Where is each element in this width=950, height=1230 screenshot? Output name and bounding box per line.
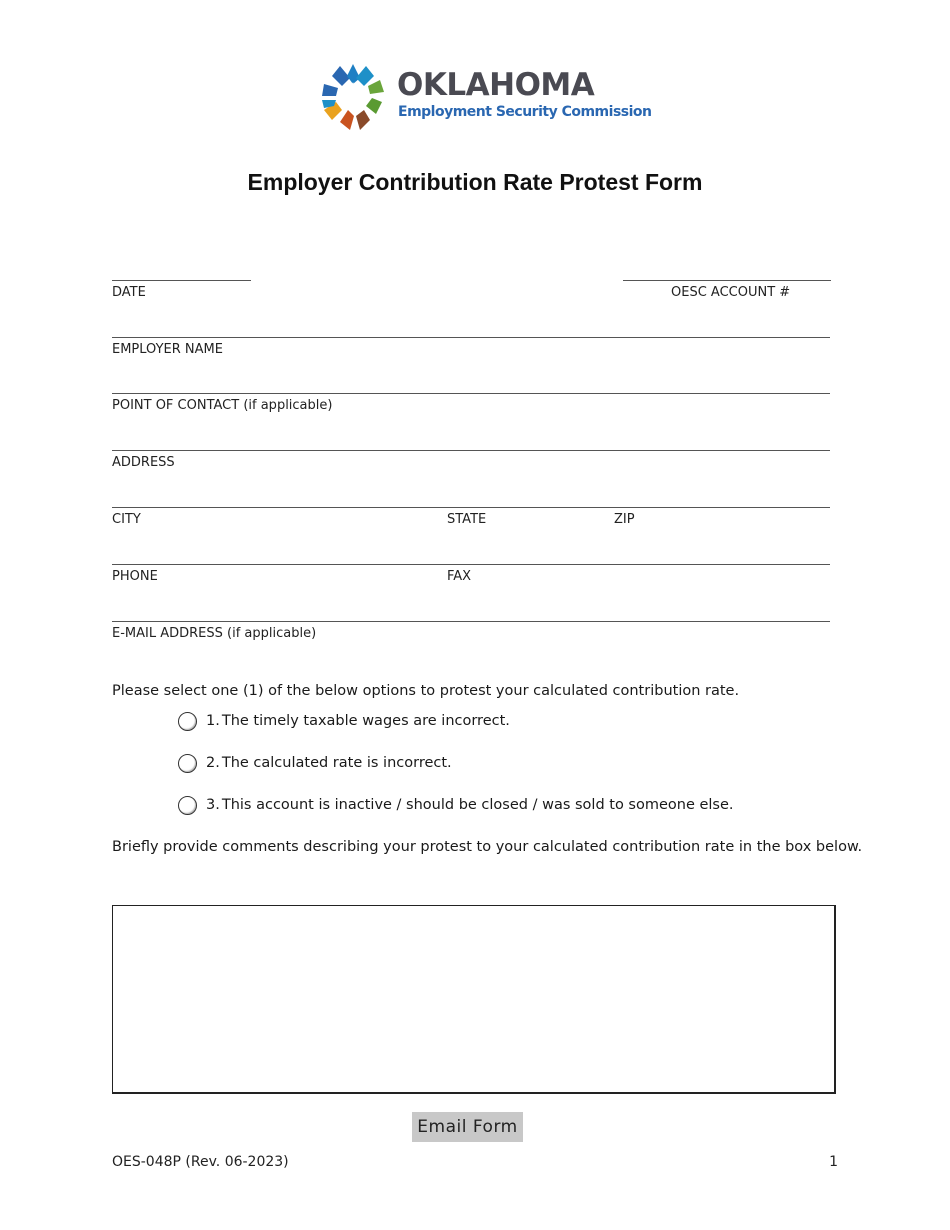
address-label: ADDRESS <box>112 455 175 470</box>
account-field[interactable] <box>623 280 831 281</box>
agency-logo <box>320 64 652 136</box>
phone-fax-field[interactable] <box>112 564 830 565</box>
option-3[interactable] <box>178 793 734 817</box>
logo-subtitle: Employment Security Commission <box>398 104 652 120</box>
city-label: CITY <box>112 512 141 527</box>
email-field[interactable] <box>112 621 830 622</box>
option-label: This account is inactive / should be closed / was sold to someone else. <box>221 797 734 813</box>
account-label: OESC ACCOUNT # <box>671 285 791 300</box>
form-title: Employer Contribution Rate Protest Form <box>247 169 703 195</box>
option-number: 3. <box>206 797 220 813</box>
point-of-contact-label: POINT OF CONTACT (if applicable) <box>112 398 333 413</box>
zip-label: ZIP <box>614 512 635 527</box>
point-of-contact-field[interactable] <box>112 393 830 394</box>
option-2[interactable] <box>178 751 452 775</box>
page-number: 1 <box>829 1154 838 1170</box>
oklahoma-star-logo-icon <box>320 64 386 132</box>
logo-wordmark: OKLAHOMA <box>397 67 595 103</box>
option-1[interactable] <box>178 709 510 733</box>
address-field[interactable] <box>112 450 830 451</box>
date-field[interactable] <box>112 280 251 281</box>
radio-button-icon[interactable] <box>178 796 197 815</box>
option-number: 1. <box>206 713 220 729</box>
date-label: DATE <box>112 285 146 300</box>
radio-button-icon[interactable] <box>178 712 197 731</box>
city-state-zip-field[interactable] <box>112 507 830 508</box>
form-number: OES-048P (Rev. 06-2023) <box>112 1154 289 1170</box>
state-label: STATE <box>447 512 487 527</box>
email-form-button[interactable]: Email Form <box>412 1112 523 1142</box>
option-label: The calculated rate is incorrect. <box>221 755 452 771</box>
phone-label: PHONE <box>112 569 158 584</box>
employer-name-field[interactable] <box>112 337 830 338</box>
option-number: 2. <box>206 755 220 771</box>
option-label: The timely taxable wages are incorrect. <box>221 713 510 729</box>
comments-prompt: Briefly provide comments describing your protest to your calculated contribution rate in the box below. <box>112 839 863 855</box>
fax-label: FAX <box>447 569 472 584</box>
comments-textarea[interactable] <box>112 905 836 1094</box>
radio-button-icon[interactable] <box>178 754 197 773</box>
employer-name-label: EMPLOYER NAME <box>112 342 223 357</box>
instructions-text: Please select one (1) of the below options to protest your calculated contribution rate. <box>112 683 740 699</box>
email-label: E-MAIL ADDRESS (if applicable) <box>112 626 317 641</box>
